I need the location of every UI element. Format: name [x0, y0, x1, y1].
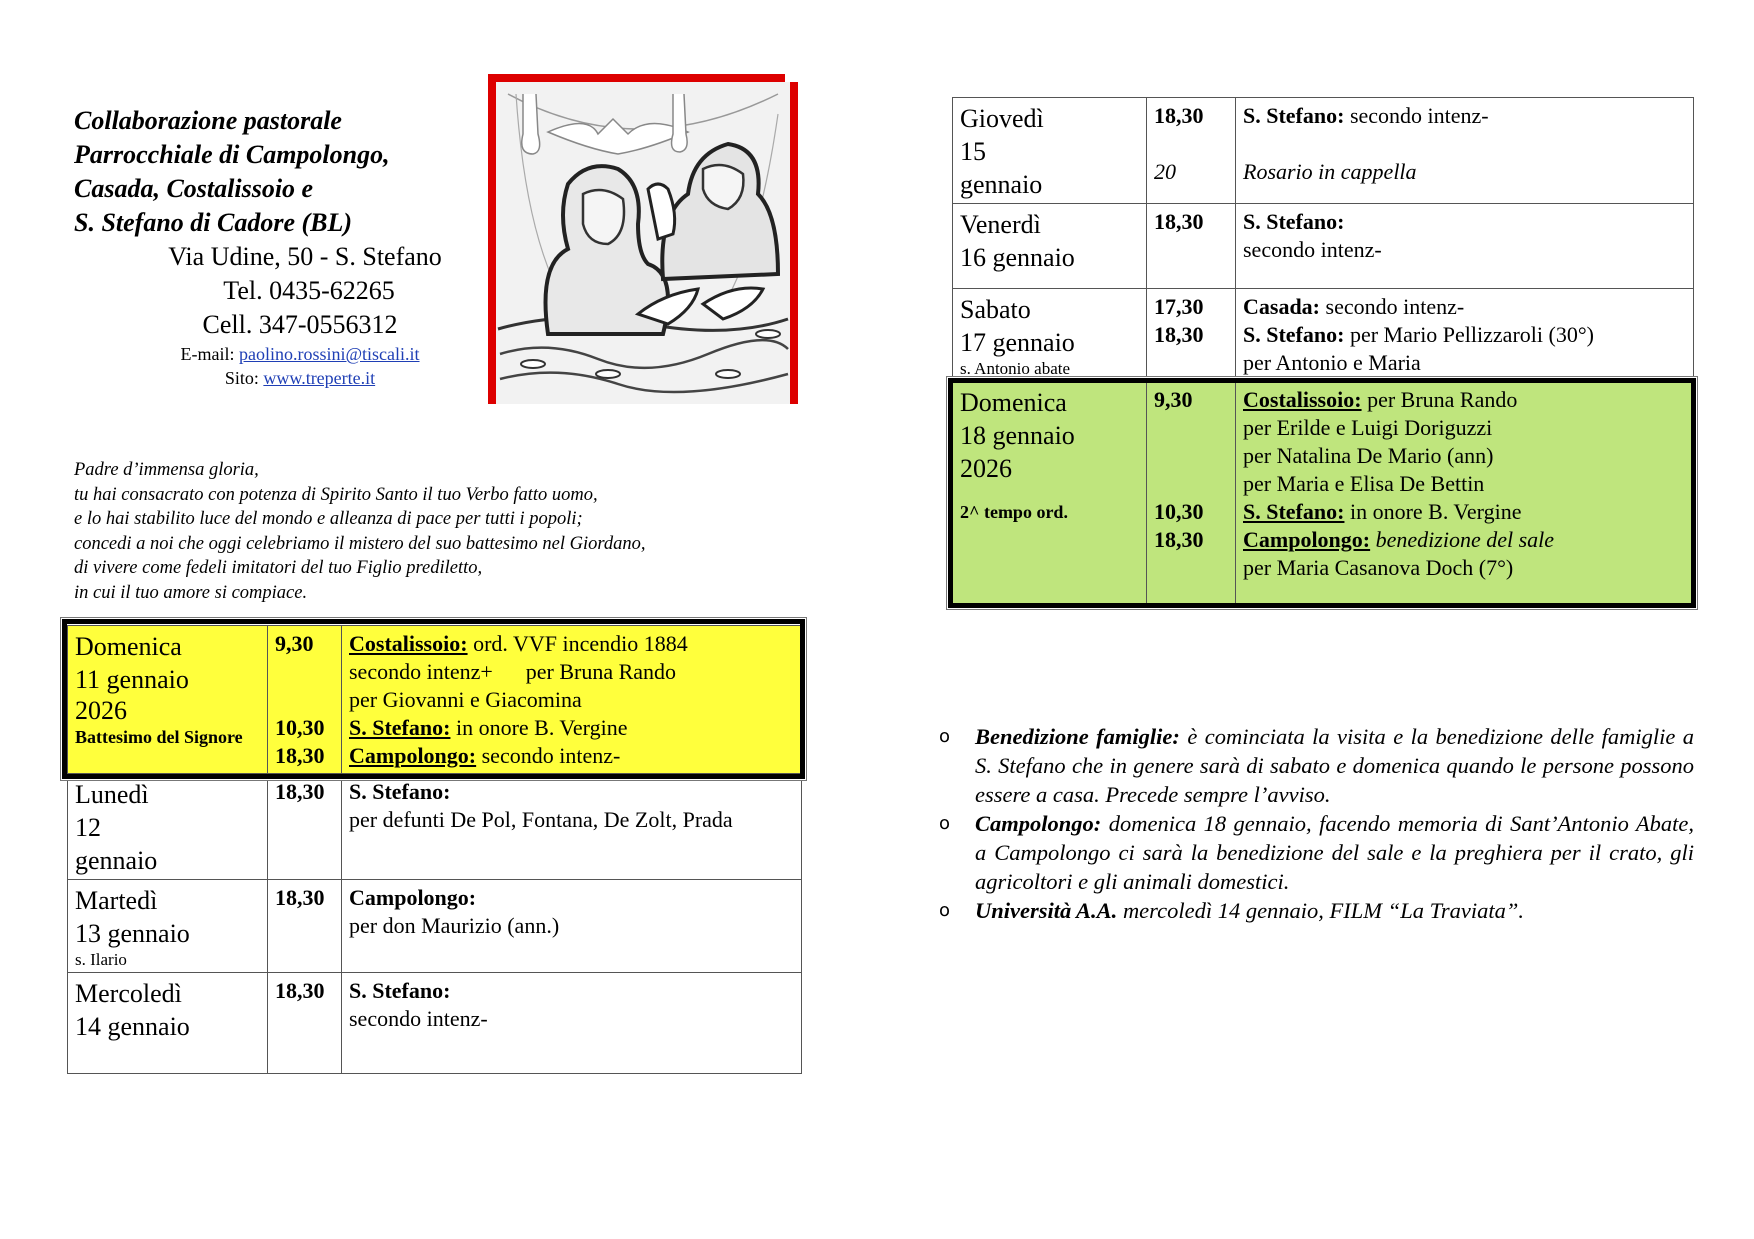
notices-list [937, 722, 1694, 925]
day-month: gennaio [960, 170, 1043, 199]
address: Via Udine, 50 - S. Stefano [168, 242, 442, 271]
baptism-picture-icon [488, 74, 798, 404]
intention-text: per Antonio e Maria [1243, 350, 1421, 375]
intention-text: in onore B. Vergine [450, 715, 628, 740]
day-name: Domenica [960, 388, 1067, 417]
bullet-icon: o [939, 813, 951, 834]
mass-time: 18,30 [275, 978, 325, 1003]
schedule-row-friday-16 [953, 204, 1694, 289]
location-label: S. Stefano: [349, 978, 451, 1003]
notice-title: Università A.A. [975, 898, 1118, 923]
day-date: 18 gennaio [960, 421, 1075, 450]
notice-text: mercoledì 14 gennaio, FILM “La Traviata”. [1117, 898, 1524, 923]
email-label: E-mail: [180, 344, 239, 364]
parish-header [74, 104, 474, 240]
location-label: Costalissoio: [349, 631, 468, 656]
location-label: S. Stefano: [1243, 499, 1345, 524]
schedule-row-saturday-17 [953, 289, 1694, 382]
intentions-cell [1236, 98, 1694, 204]
intentions-cell [342, 626, 802, 774]
mass-time: 18,30 [1154, 322, 1204, 347]
bullet-icon: o [939, 726, 951, 747]
prayer-line: di vivere come fedeli imitatori del tuo Figlio prediletto, [74, 558, 483, 578]
intention-text: secondo intenz+ per Bruna Rando [349, 659, 677, 684]
schedule-row-thursday-15 [953, 98, 1694, 204]
schedule-row-sunday-11 [68, 626, 802, 774]
time-cell [268, 774, 342, 880]
email-link[interactable]: paolino.rossini@tiscali.it [238, 344, 420, 364]
header-title-line: S. Stefano di Cadore (BL) [74, 208, 353, 237]
mass-time: 9,30 [1154, 387, 1193, 412]
intention-text: per defunti De Pol, Fontana, De Zolt, Prada [349, 807, 733, 832]
time-cell [1147, 98, 1236, 204]
time-cell [1147, 204, 1236, 289]
time-cell [1147, 382, 1236, 604]
time-cell [268, 973, 342, 1074]
schedule-row-sunday-18 [953, 382, 1694, 604]
notice-text: è cominciata la visita e la benedizione delle famiglie a S. Stefano che in genere sarà di sabato e domenica quando le persone possono essere a casa. Precede sempre l’avviso. [975, 724, 1694, 807]
intentions-cell [1236, 289, 1694, 382]
site-link[interactable]: www.treperte.it [263, 368, 376, 388]
day-date: 16 gennaio [960, 243, 1075, 272]
schedule-row-tuesday-13 [68, 880, 802, 973]
location-label: S. Stefano: [1243, 209, 1345, 234]
day-cell [68, 973, 268, 1074]
mass-time: 18,30 [1154, 103, 1204, 128]
location-label: S. Stefano: [349, 715, 451, 740]
day-name: Domenica [75, 632, 182, 661]
intention-text: per Maria e Elisa De Bettin [1243, 471, 1485, 496]
liturgical-note: 2^ tempo ord. [960, 502, 1068, 522]
intention-text: per Bruna Rando [1361, 387, 1518, 412]
rosary-text: Rosario in cappella [1243, 159, 1417, 184]
cellphone: Cell. 347-0556312 [202, 310, 398, 339]
intention-text: ord. VVF incendio 1884 [467, 631, 688, 656]
saint-note: s. Ilario [75, 950, 127, 969]
location-label: Costalissoio: [1243, 387, 1362, 412]
intention-text: per Mario Pellizzaroli (30°) [1344, 322, 1594, 347]
location-label: S. Stefano: [1243, 322, 1345, 347]
header-title-line: Casada, Costalissoio e [74, 174, 314, 203]
intention-text: secondo intenz- [349, 1006, 488, 1031]
day-date: 17 gennaio [960, 328, 1075, 357]
mass-time: 18,30 [275, 779, 325, 804]
bullet-icon: o [939, 900, 951, 921]
intention-text: per Giovanni e Giacomina [349, 687, 582, 712]
day-date: 14 gennaio [75, 1012, 190, 1041]
contact-block [100, 240, 470, 390]
day-cell [953, 204, 1147, 289]
prayer-line: concedi a noi che oggi celebriamo il mistero del suo battesimo nel Giordano, [74, 533, 646, 554]
day-cell [953, 289, 1147, 382]
schedule-row-wednesday-14 [68, 973, 802, 1074]
intentions-cell [342, 973, 802, 1074]
day-date: 11 gennaio [75, 665, 189, 694]
header-title-line: Collaborazione pastorale [74, 106, 342, 135]
location-label: S. Stefano: [349, 779, 451, 804]
mass-time: 18,30 [1154, 209, 1204, 234]
telephone: Tel. 0435-62265 [223, 276, 395, 305]
notice-item [937, 722, 1694, 809]
rosary-time: 20 [1154, 159, 1176, 184]
location-label: Casada: [1243, 294, 1321, 319]
day-name: Martedì [75, 886, 158, 915]
day-name: Giovedì [960, 104, 1044, 133]
day-cell [68, 880, 268, 973]
mass-time: 18,30 [275, 743, 325, 768]
intentions-cell [342, 880, 802, 973]
time-cell [268, 880, 342, 973]
location-label: Campolongo: [349, 743, 477, 768]
intentions-cell [1236, 382, 1694, 604]
intention-text: per Erilde e Luigi Doriguzzi [1243, 415, 1493, 440]
intention-text: in onore B. Vergine [1344, 499, 1522, 524]
mass-time: 18,30 [1154, 527, 1204, 552]
day-name: Mercoledì [75, 979, 182, 1008]
notice-item [937, 809, 1694, 896]
prayer-text [74, 458, 646, 605]
schedule-table-week-2 [952, 97, 1694, 604]
prayer-line: e lo hai stabilito luce del mondo e alleanza di pace per tutti i popoli; [74, 509, 583, 529]
mass-time: 10,30 [275, 715, 325, 740]
day-cell [953, 382, 1147, 604]
time-cell [1147, 289, 1236, 382]
schedule-row-monday-12 [68, 774, 802, 880]
prayer-line: in cui il tuo amore si compiace. [74, 582, 308, 603]
prayer-line: tu hai consacrato con potenza di Spirito Santo il tuo Verbo fatto uomo, [74, 484, 598, 505]
intention-text: per Natalina De Mario (ann) [1243, 443, 1494, 468]
liturgical-note: Battesimo del Signore [75, 727, 243, 747]
intention-text: secondo intenz- [1320, 294, 1465, 319]
day-name: Sabato [960, 295, 1031, 324]
intention-text: per don Maurizio (ann.) [349, 913, 560, 938]
day-date: 15 [960, 137, 986, 166]
day-name: Venerdì [960, 210, 1041, 239]
day-cell [953, 98, 1147, 204]
mass-time: 10,30 [1154, 499, 1204, 524]
saint-note: s. Antonio abate [960, 359, 1071, 378]
intention-text: secondo intenz- [476, 743, 621, 768]
day-date: 12 [75, 813, 101, 842]
day-cell [68, 626, 268, 774]
day-month: gennaio [75, 846, 158, 875]
intention-text: benedizione del sale [1370, 527, 1555, 552]
notice-title: Campolongo: [975, 811, 1102, 836]
intention-text: secondo intenz- [1243, 237, 1382, 262]
day-year: 2026 [960, 454, 1012, 483]
header-title-line: Parrocchiale di Campolongo, [74, 140, 390, 169]
intention-text: secondo intenz- [1344, 103, 1489, 128]
day-date: 13 gennaio [75, 919, 190, 948]
prayer-line: Padre d’immensa gloria, [74, 460, 259, 480]
site-label: Sito: [224, 368, 264, 388]
mass-time: 9,30 [275, 631, 314, 656]
location-label: S. Stefano: [1243, 103, 1345, 128]
time-cell [268, 626, 342, 774]
location-label: Campolongo: [1243, 527, 1371, 552]
intentions-cell [342, 774, 802, 880]
notice-text: domenica 18 gennaio, facendo memoria di Sant’Antonio Abate, a Campolongo ci sarà la benedizione del sale e la preghiera per il crato, gli agricoltori e gli animali domestici. [975, 811, 1694, 894]
intention-text: per Maria Casanova Doch (7°) [1243, 555, 1514, 580]
intentions-cell [1236, 204, 1694, 289]
email-row [100, 342, 470, 366]
mass-time: 17,30 [1154, 294, 1204, 319]
schedule-table-week-1 [67, 625, 802, 1074]
day-cell [68, 774, 268, 880]
site-row [100, 366, 470, 390]
notice-title: Benedizione famiglie: [975, 724, 1180, 749]
mass-time: 18,30 [275, 885, 325, 910]
day-year: 2026 [75, 696, 127, 725]
day-name: Lunedì [75, 780, 149, 809]
baptism-illustration [488, 74, 798, 404]
notice-item [937, 896, 1694, 925]
location-label: Campolongo: [349, 885, 477, 910]
